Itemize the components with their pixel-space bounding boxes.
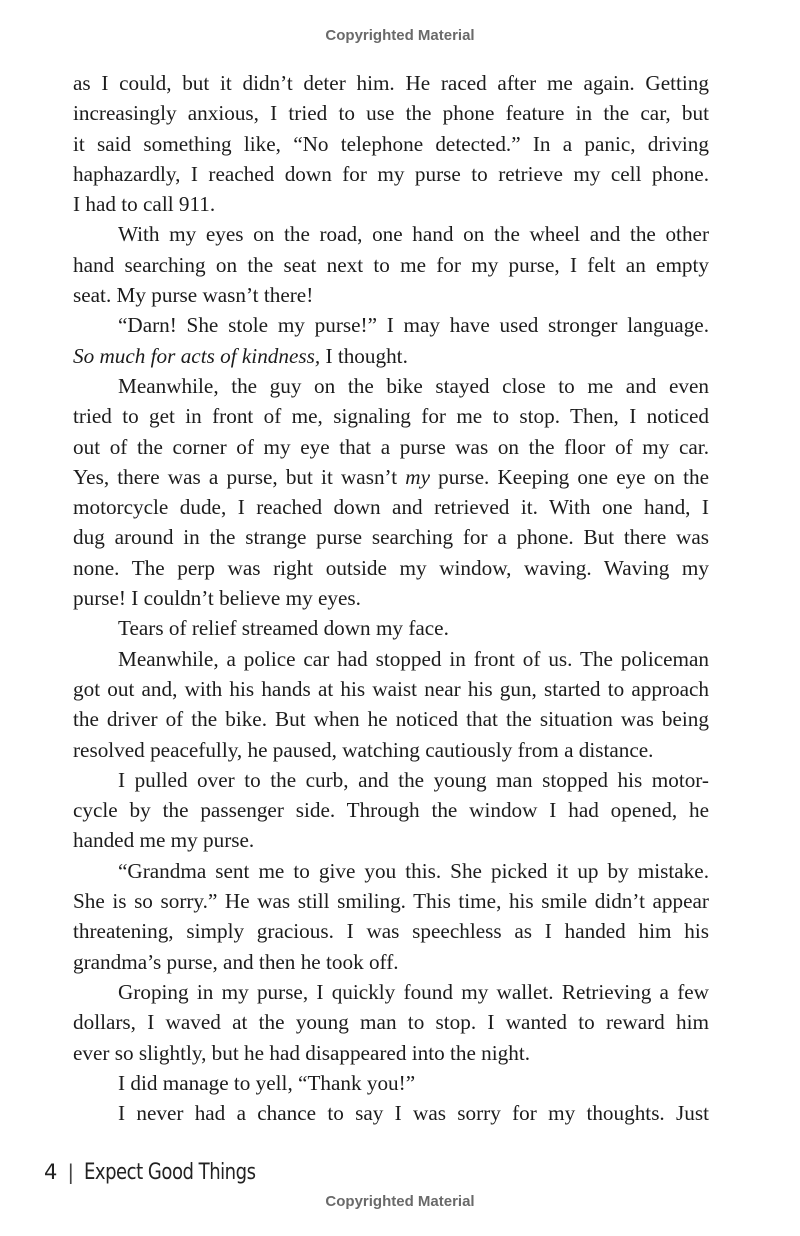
text-line: increasingly anxious, I tried to use the phone feature in the car, but	[73, 101, 709, 126]
text-segment: Yes, there was a purse, but it wasn’t	[73, 464, 406, 489]
text-segment: purse. Keeping one eye on the	[429, 464, 709, 489]
copyright-banner-bottom: Copyrighted Material	[325, 1193, 475, 1210]
text-line: grandma’s purse, and then he took off.	[73, 949, 399, 974]
text-line: none. The perp was right outside my window, waving. Waving my	[73, 555, 709, 580]
text-line: seat. My purse wasn’t there!	[73, 283, 314, 308]
text-line: handed me my purse.	[73, 828, 255, 853]
page-body-text	[73, 68, 709, 1128]
text-line: got out and, with his hands at his waist near his gun, started to approach	[73, 676, 709, 701]
text-line: resolved peacefully, he paused, watching cautiously from a distance.	[73, 737, 654, 762]
text-line: tried to get in front of me, signaling for me to stop. Then, I noticed	[73, 404, 709, 429]
text-line: ever so slightly, but he had disappeared into the night.	[73, 1040, 530, 1065]
text-line: Tears of relief streamed down my face.	[118, 616, 449, 641]
text-line	[73, 462, 709, 492]
text-line: dollars, I waved at the young man to stop. I wanted to reward him	[73, 1010, 709, 1035]
text-line: as I could, but it didn’t deter him. He raced after me again. Getting	[73, 71, 709, 95]
text-line: I did manage to yell, “Thank you!”	[118, 1070, 416, 1095]
text-line: motorcycle dude, I reached down and retrieved it. With one hand, I	[73, 495, 709, 520]
text-line: it said something like, “No telephone detected.” In a panic, driving	[73, 131, 709, 156]
italic-phrase: So much for acts of kindness,	[73, 343, 321, 368]
text-line: I never had a chance to say I was sorry for my thoughts. Just	[118, 1101, 709, 1126]
text-line: cycle by the passenger side. Through the window I had opened, he	[73, 798, 709, 823]
book-title: Expect Good Things	[84, 1160, 256, 1185]
text-line: Meanwhile, the guy on the bike stayed close to me and even	[118, 373, 709, 398]
text-line: “Grandma sent me to give you this. She picked it up by mistake.	[118, 858, 709, 883]
text-line: Meanwhile, a police car had stopped in front of us. The policeman	[118, 646, 709, 671]
text-line: hand searching on the seat next to me for my purse, I felt an empty	[73, 252, 709, 277]
footer-separator: |	[67, 1160, 75, 1184]
text-line: I had to call 911.	[73, 192, 216, 217]
page-footer	[44, 1160, 293, 1185]
text-line	[73, 341, 709, 371]
text-line: I pulled over to the curb, and the young man stopped his motor-	[118, 767, 709, 792]
text-line: dug around in the strange purse searching for a phone. But there was	[73, 525, 709, 550]
text-segment: I thought.	[320, 343, 408, 368]
text-line: out of the corner of my eye that a purse was on the floor of my car.	[73, 434, 709, 459]
text-line: She is so sorry.” He was still smiling. This time, his smile didn’t appear	[73, 889, 709, 914]
page-number: 4	[44, 1160, 58, 1184]
text-line: “Darn! She stole my purse!” I may have used stronger language.	[118, 313, 709, 338]
text-line: threatening, simply gracious. I was speechless as I handed him his	[73, 919, 709, 944]
text-line: With my eyes on the road, one hand on the wheel and the other	[118, 222, 709, 247]
copyright-banner-top: Copyrighted Material	[325, 27, 475, 44]
text-line: the driver of the bike. But when he noticed that the situation was being	[73, 707, 709, 732]
text-line: purse! I couldn’t believe my eyes.	[73, 586, 361, 611]
italic-word: my	[405, 464, 430, 489]
text-line: haphazardly, I reached down for my purse to retrieve my cell phone.	[73, 161, 709, 186]
text-line: Groping in my purse, I quickly found my wallet. Retrieving a few	[118, 979, 709, 1004]
